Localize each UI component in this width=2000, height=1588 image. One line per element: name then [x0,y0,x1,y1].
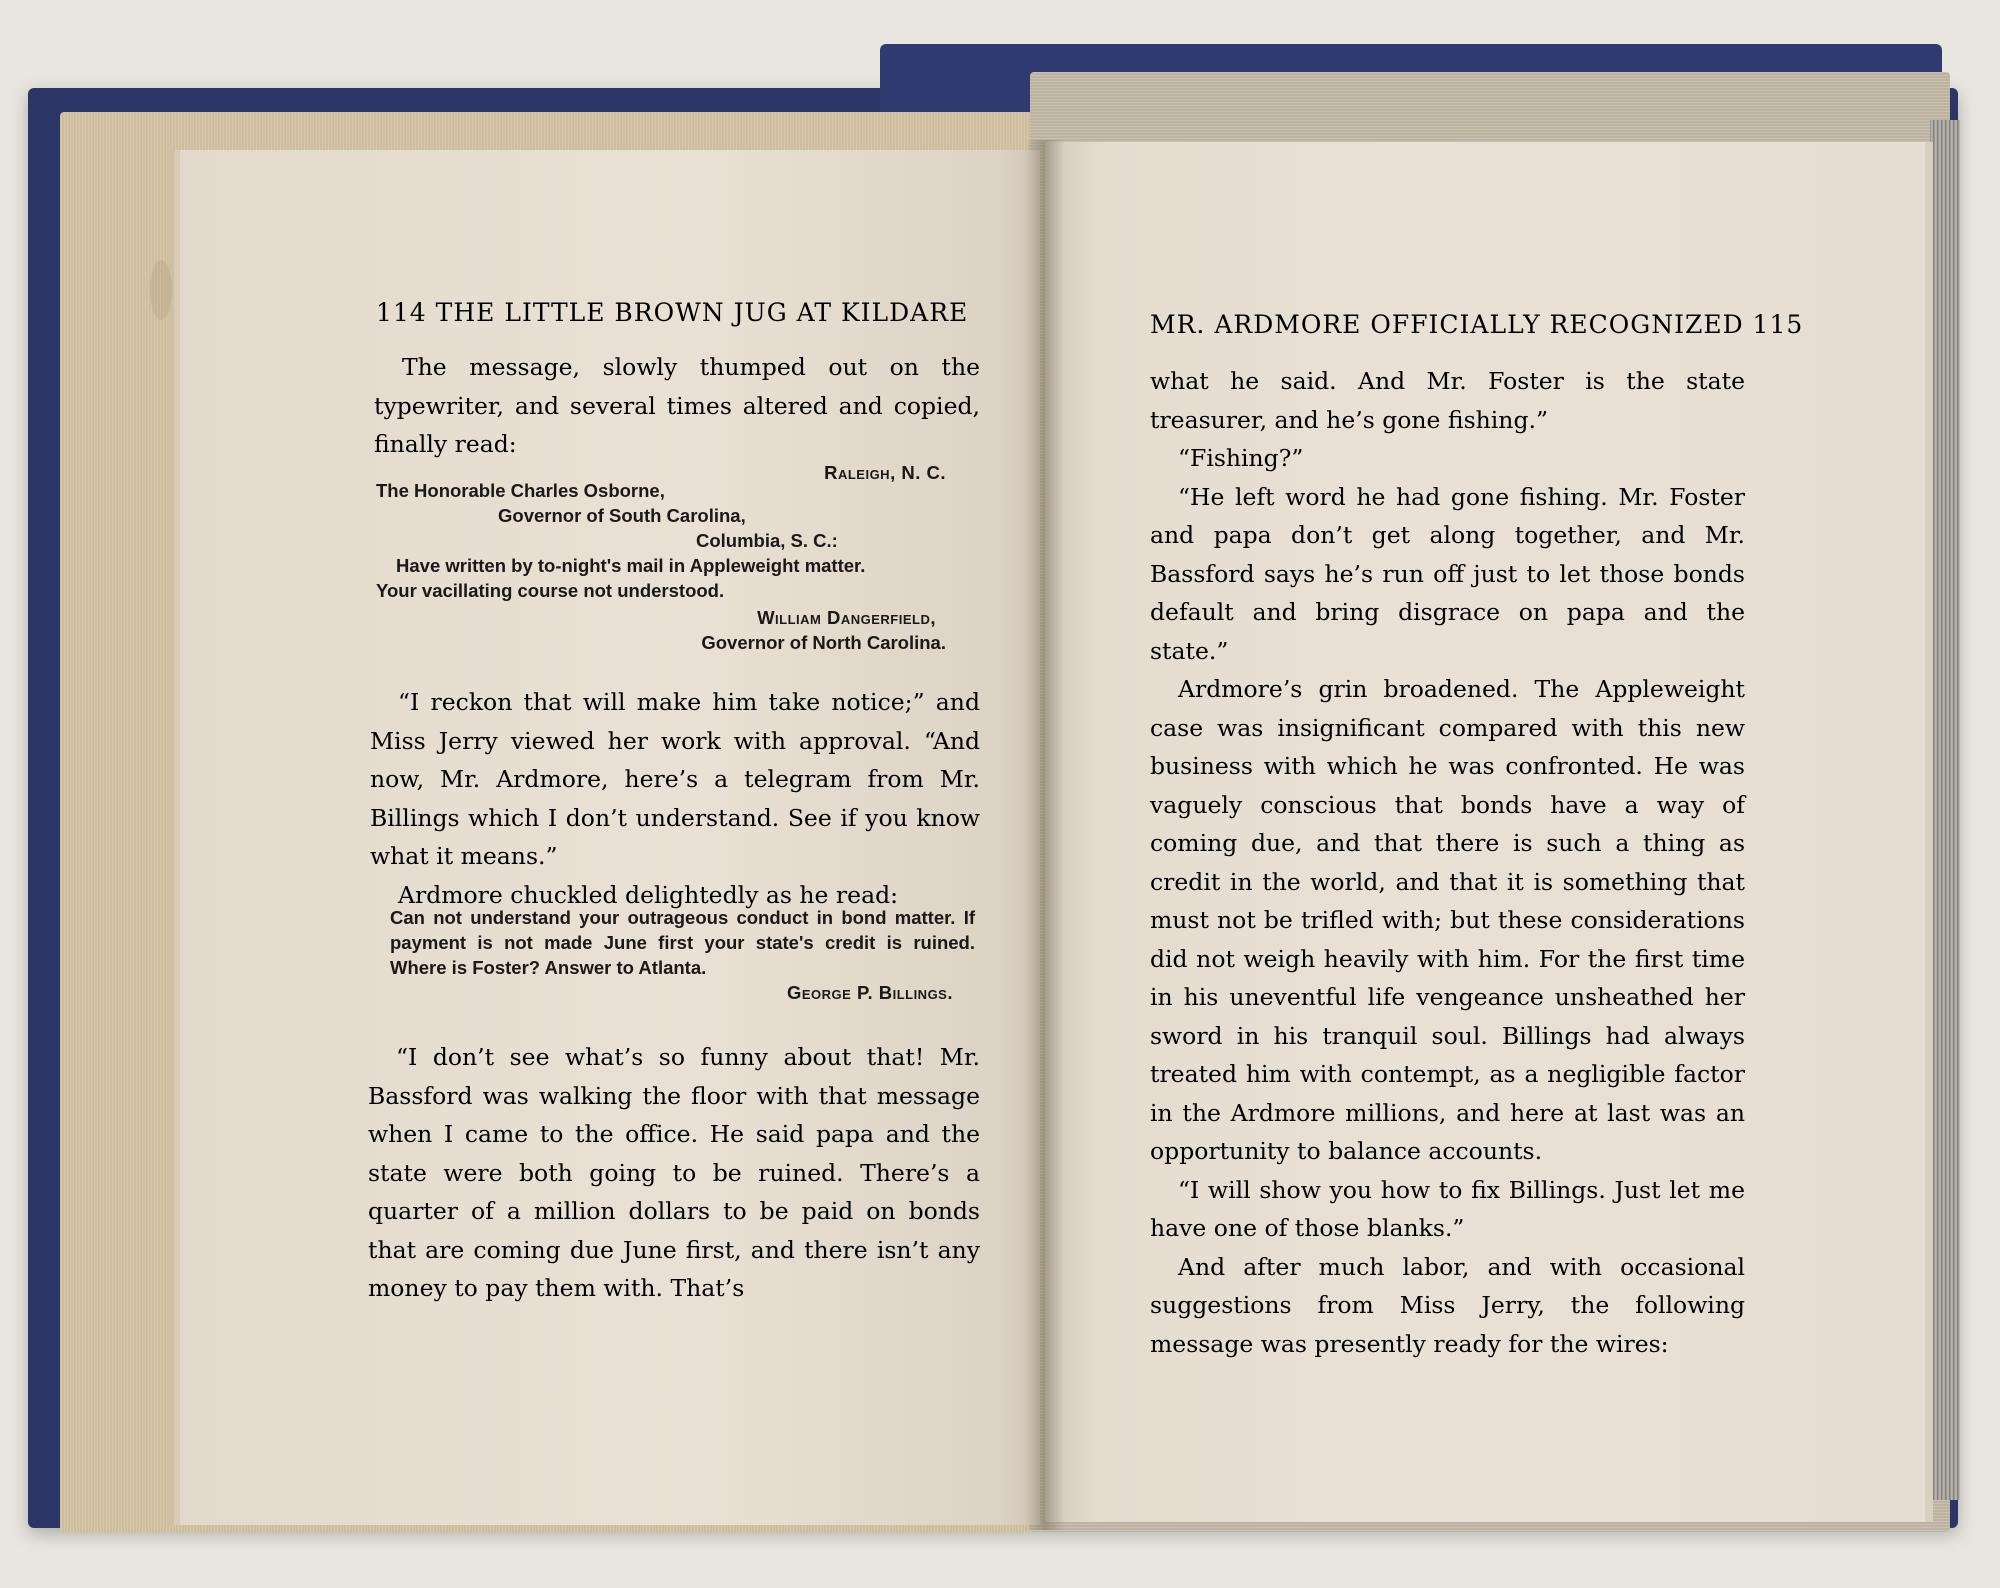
paragraph: “I will show you how to fix Billings. Just let me have one of those blanks.” [1150,1175,1745,1242]
telegram-title: Governor of South Carolina, [498,505,746,526]
paper-stain [150,260,172,320]
paragraph: “I reckon that will make him take notice;” and Miss Jerry viewed her work with approval. “And now, Mr. Ardmore, here’s a telegram from Mr. Billings which I don’t understand. See if you know what it means.” [370,688,980,870]
paragraph: And after much labor, and with occasional suggestions from Miss Jerry, the following message was presently ready for the wires: [1150,1252,1745,1358]
telegram-signer: William Dangerfield, [757,607,936,628]
paragraph: “I don’t see what’s so funny about that! Mr. Bassford was walking the floor with that message when I came to the office. He said papa and the state were both going to be ruined. There’s a quarter of a million dollars to be paid on bonds that are coming due June first, and there isn’t any money to pay them with. That’s [368,1043,980,1302]
paragraph: “Fishing?” [1178,444,1304,472]
right-running-head: MR. ARDMORE OFFICIALLY RECOGNIZED 115 [1150,310,1804,339]
telegram-signer: George P. Billings. [787,982,953,1003]
telegram-line2: Your vacillating course not understood. [376,580,725,601]
paragraph: what he said. And Mr. Foster is the state treasurer, and he’s gone fishing.” [1150,367,1745,434]
telegram-1 [376,460,976,660]
paragraph: Ardmore chuckled delightedly as he read: [398,880,899,909]
telegram-line1: Have written by to-night's mail in Appleweight matter. [396,555,866,576]
right-edge-strip [1930,120,1960,1500]
paragraph: The message, slowly thumped out on the typewriter, and several times altered and copied, finally read: [374,353,980,458]
telegram-addressee: The Honorable Charles Osborne, [376,480,665,501]
book-gutter [1025,140,1065,1530]
right-text-block [1150,362,1745,1363]
telegram-place: Raleigh, N. C. [824,462,946,483]
left-text-block-2 [370,683,980,914]
left-text-block-3 [368,1038,980,1308]
telegram-body: Can not understand your outrageous conduct in bond matter. If payment is not made June first your state's credit is ruined. Where is Foster? Answer to Atlanta. [390,907,975,978]
telegram-2 [390,905,975,1005]
paragraph: “He left word he had gone fishing. Mr. Foster and papa don’t get along together, and Mr. Bassford says he’s run off just to let those bonds default and bring disgrace on papa and the state.” [1150,482,1745,665]
left-running-head: 114 THE LITTLE BROWN JUG AT KILDARE [376,298,969,327]
left-text-block-1 [374,348,980,464]
paragraph: Ardmore’s grin broadened. The Appleweight case was insignificant compared with this new business with which he was confronted. He was vaguely conscious that bonds have a way of coming due, and that there is such a thing as credit in the world, and that it is something that must not be trifled with; but these considerations did not weigh heavily with him. For the first time in his uneventful life vengeance unsheathed her sword in his tranquil soul. Billings had always treated him with contempt, as a negligible factor in the Ardmore millions, and here at last was an opportunity to balance accounts. [1150,675,1745,1165]
telegram-signer-title: Governor of North Carolina. [701,632,946,653]
telegram-city: Columbia, S. C.: [696,530,838,551]
